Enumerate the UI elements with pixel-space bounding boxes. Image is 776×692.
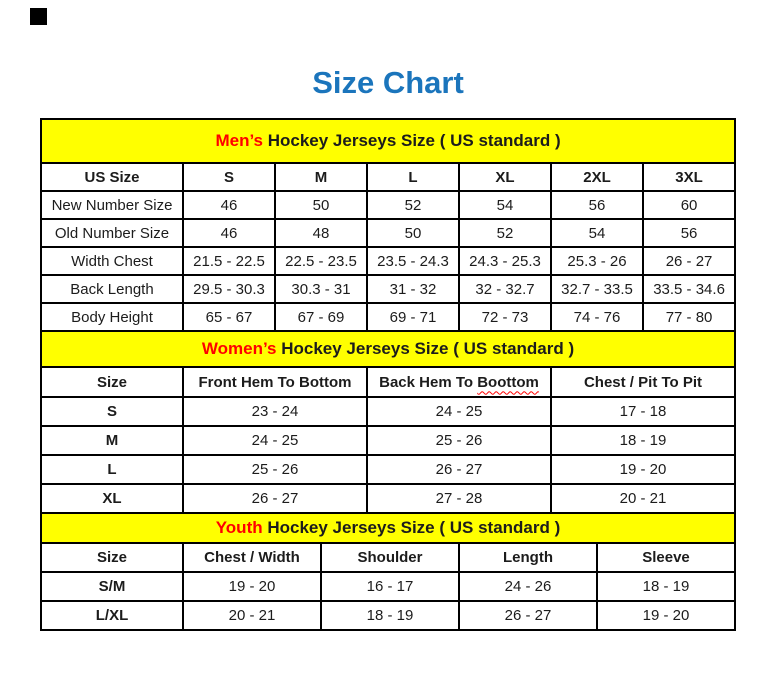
column-header: Size — [41, 543, 183, 572]
size-value: 20 - 21 — [551, 484, 735, 513]
size-value: 25.3 - 26 — [551, 247, 643, 275]
size-value: 18 - 19 — [321, 601, 459, 630]
misspelled-word: Boottom — [477, 373, 539, 391]
youth-size-table — [40, 512, 736, 631]
womens-size-table — [40, 330, 736, 514]
table-row — [41, 303, 735, 331]
section-title-text: Hockey Jerseys Size ( US standard ) — [276, 339, 575, 358]
column-header: US Size — [41, 163, 183, 191]
column-header: M — [275, 163, 367, 191]
size-value: 25 - 26 — [183, 455, 367, 484]
table-row — [41, 484, 735, 513]
size-value: 32.7 - 33.5 — [551, 275, 643, 303]
size-value: 23.5 - 24.3 — [367, 247, 459, 275]
size-value: 69 - 71 — [367, 303, 459, 331]
size-value: 72 - 73 — [459, 303, 551, 331]
size-value: 19 - 20 — [551, 455, 735, 484]
table-row — [41, 601, 735, 630]
row-label: Width Chest — [41, 247, 183, 275]
size-value: 26 - 27 — [183, 484, 367, 513]
page-title: Size Chart — [312, 65, 464, 100]
table-row — [41, 426, 735, 455]
row-label: New Number Size — [41, 191, 183, 219]
column-header: 2XL — [551, 163, 643, 191]
column-header: Shoulder — [321, 543, 459, 572]
size-value: 33.5 - 34.6 — [643, 275, 735, 303]
table-row — [41, 191, 735, 219]
row-label: XL — [41, 484, 183, 513]
size-value: 19 - 20 — [183, 572, 321, 601]
column-header: L — [367, 163, 459, 191]
row-label: S/M — [41, 572, 183, 601]
section-highlight: Youth — [215, 518, 263, 537]
section-title-text: Hockey Jerseys Size ( US standard ) — [262, 518, 561, 537]
table-row — [41, 275, 735, 303]
size-value: 52 — [459, 219, 551, 247]
table-row — [41, 219, 735, 247]
size-value: 31 - 32 — [367, 275, 459, 303]
size-value: 50 — [367, 219, 459, 247]
size-value: 56 — [551, 191, 643, 219]
mens-section-header — [41, 119, 735, 163]
youth-section-header-row — [41, 513, 735, 543]
table-row — [41, 572, 735, 601]
column-header: Chest / Width — [183, 543, 321, 572]
size-value: 29.5 - 30.3 — [183, 275, 275, 303]
table-row — [41, 397, 735, 426]
size-value: 22.5 - 23.5 — [275, 247, 367, 275]
size-value: 46 — [183, 219, 275, 247]
size-value: 74 - 76 — [551, 303, 643, 331]
size-value: 54 — [459, 191, 551, 219]
row-label: S — [41, 397, 183, 426]
size-value: 24 - 26 — [459, 572, 597, 601]
size-value: 17 - 18 — [551, 397, 735, 426]
row-label: L/XL — [41, 601, 183, 630]
youth-section-header — [41, 513, 735, 543]
section-highlight: Men’s — [215, 131, 263, 150]
column-header: S — [183, 163, 275, 191]
size-value: 19 - 20 — [597, 601, 735, 630]
size-value: 54 — [551, 219, 643, 247]
row-label: M — [41, 426, 183, 455]
size-chart — [40, 118, 734, 631]
column-header: Sleeve — [597, 543, 735, 572]
size-value: 32 - 32.7 — [459, 275, 551, 303]
womens-section-header-row — [41, 331, 735, 367]
size-value: 18 - 19 — [551, 426, 735, 455]
size-value: 26 - 27 — [643, 247, 735, 275]
mens-column-header-row — [41, 163, 735, 191]
size-value: 26 - 27 — [459, 601, 597, 630]
column-header: Chest / Pit To Pit — [551, 367, 735, 397]
size-value: 56 — [643, 219, 735, 247]
column-header: Front Hem To Bottom — [183, 367, 367, 397]
mens-size-table — [40, 118, 736, 332]
size-value: 26 - 27 — [367, 455, 551, 484]
table-row — [41, 455, 735, 484]
column-header-text: Back Hem To — [379, 373, 478, 391]
section-highlight: Women’s — [201, 339, 277, 358]
size-value: 27 - 28 — [367, 484, 551, 513]
size-value: 23 - 24 — [183, 397, 367, 426]
womens-section-header — [41, 331, 735, 367]
row-label: Back Length — [41, 275, 183, 303]
mens-section-header-row — [41, 119, 735, 163]
section-title-text: Hockey Jerseys Size ( US standard ) — [263, 131, 561, 150]
size-value: 21.5 - 22.5 — [183, 247, 275, 275]
column-header: 3XL — [643, 163, 735, 191]
size-value: 24 - 25 — [367, 397, 551, 426]
column-header: Size — [41, 367, 183, 397]
size-value: 24.3 - 25.3 — [459, 247, 551, 275]
size-value: 50 — [275, 191, 367, 219]
size-value: 77 - 80 — [643, 303, 735, 331]
row-label: L — [41, 455, 183, 484]
table-row — [41, 247, 735, 275]
size-value: 25 - 26 — [367, 426, 551, 455]
size-value: 60 — [643, 191, 735, 219]
youth-column-header-row — [41, 543, 735, 572]
size-value: 46 — [183, 191, 275, 219]
size-value: 65 - 67 — [183, 303, 275, 331]
size-value: 67 - 69 — [275, 303, 367, 331]
column-header: Length — [459, 543, 597, 572]
row-label: Old Number Size — [41, 219, 183, 247]
column-header: XL — [459, 163, 551, 191]
row-label: Body Height — [41, 303, 183, 331]
size-value: 30.3 - 31 — [275, 275, 367, 303]
size-value: 48 — [275, 219, 367, 247]
size-value: 52 — [367, 191, 459, 219]
size-value: 16 - 17 — [321, 572, 459, 601]
black-square-icon — [30, 8, 47, 25]
size-value: 24 - 25 — [183, 426, 367, 455]
column-header-back-hem — [367, 367, 551, 397]
womens-column-header-row — [41, 367, 735, 397]
size-value: 20 - 21 — [183, 601, 321, 630]
size-value: 18 - 19 — [597, 572, 735, 601]
